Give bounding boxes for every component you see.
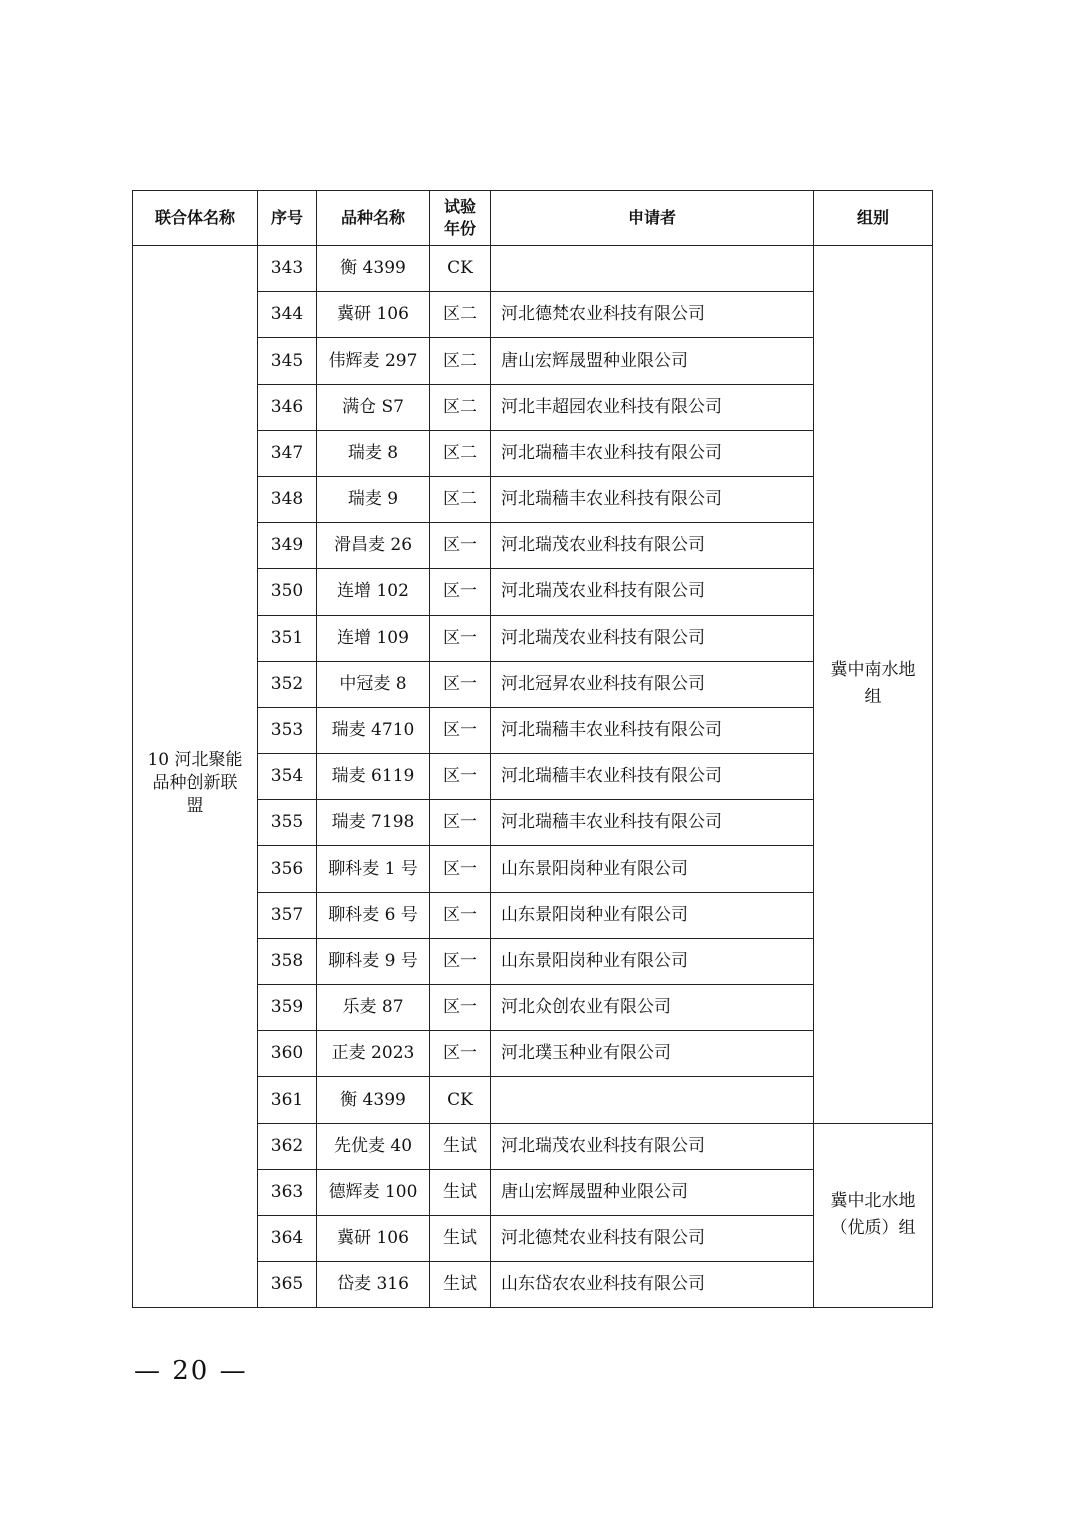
variety-cell: 瑞麦 8 (317, 430, 430, 476)
trial-year-cell: 区二 (430, 430, 491, 476)
trial-year-cell: 区一 (430, 1031, 491, 1077)
applicant-cell: 山东景阳岗种业有限公司 (491, 938, 814, 984)
no-cell: 352 (258, 661, 317, 707)
applicant-cell: 山东岱农农业科技有限公司 (491, 1262, 814, 1308)
applicant-cell: 河北德梵农业科技有限公司 (491, 1215, 814, 1261)
variety-cell: 瑞麦 7198 (317, 800, 430, 846)
variety-cell: 中冠麦 8 (317, 661, 430, 707)
applicant-cell: 河北瑞茂农业科技有限公司 (491, 523, 814, 569)
applicant-cell (491, 246, 814, 292)
no-cell: 360 (258, 1031, 317, 1077)
header-trial-year-line2: 年份 (443, 219, 476, 238)
no-cell: 344 (258, 292, 317, 338)
no-cell: 365 (258, 1262, 317, 1308)
applicant-cell: 河北瑞穑丰农业科技有限公司 (491, 754, 814, 800)
variety-cell: 聊科麦 1 号 (317, 846, 430, 892)
applicant-cell: 河北众创农业有限公司 (491, 985, 814, 1031)
no-cell: 359 (258, 985, 317, 1031)
applicant-cell: 河北瑞穑丰农业科技有限公司 (491, 800, 814, 846)
no-cell: 356 (258, 846, 317, 892)
page-number: — 20 — (134, 1356, 248, 1386)
no-cell: 361 (258, 1077, 317, 1123)
no-cell: 348 (258, 476, 317, 522)
no-cell: 364 (258, 1215, 317, 1261)
variety-cell: 滑昌麦 26 (317, 523, 430, 569)
no-cell: 346 (258, 384, 317, 430)
variety-cell: 冀研 106 (317, 292, 430, 338)
no-cell: 347 (258, 430, 317, 476)
trial-year-cell: CK (430, 246, 491, 292)
header-variety: 品种名称 (317, 191, 430, 246)
applicant-cell: 山东景阳岗种业有限公司 (491, 846, 814, 892)
no-cell: 343 (258, 246, 317, 292)
variety-cell: 正麦 2023 (317, 1031, 430, 1077)
applicant-cell: 河北璞玉种业有限公司 (491, 1031, 814, 1077)
trial-year-cell: 区二 (430, 384, 491, 430)
trial-year-cell: 区一 (430, 569, 491, 615)
header-trial-year-line1: 试验 (443, 197, 476, 217)
no-cell: 353 (258, 707, 317, 753)
variety-cell: 瑞麦 6119 (317, 754, 430, 800)
variety-cell: 聊科麦 6 号 (317, 892, 430, 938)
trial-year-cell: 区二 (430, 476, 491, 522)
variety-cell: 冀研 106 (317, 1215, 430, 1261)
alliance-name-cell: 10 河北聚能品种创新联盟 (133, 246, 258, 1308)
trial-year-cell: 区二 (430, 338, 491, 384)
variety-cell: 连增 102 (317, 569, 430, 615)
variety-cell: 衡 4399 (317, 1077, 430, 1123)
header-applicant: 申请者 (491, 191, 814, 246)
trial-year-cell: 生试 (430, 1262, 491, 1308)
group-cell: 冀中南水地组 (814, 246, 933, 1124)
applicant-cell: 河北德梵农业科技有限公司 (491, 292, 814, 338)
table-body (133, 246, 933, 1308)
applicant-cell: 唐山宏辉晟盟种业限公司 (491, 1169, 814, 1215)
trial-year-cell: 区一 (430, 615, 491, 661)
variety-cell: 岱麦 316 (317, 1262, 430, 1308)
trial-year-cell: 区一 (430, 938, 491, 984)
trial-year-cell: 区一 (430, 985, 491, 1031)
trial-year-cell: 区一 (430, 707, 491, 753)
header-group: 组别 (814, 191, 933, 246)
trial-year-cell: 区一 (430, 892, 491, 938)
no-cell: 354 (258, 754, 317, 800)
applicant-cell: 河北瑞穑丰农业科技有限公司 (491, 476, 814, 522)
applicant-cell: 唐山宏辉晟盟种业限公司 (491, 338, 814, 384)
variety-table (132, 190, 933, 1308)
applicant-cell: 河北瑞茂农业科技有限公司 (491, 569, 814, 615)
no-cell: 358 (258, 938, 317, 984)
table-header-row (133, 191, 933, 246)
header-alliance: 联合体名称 (133, 191, 258, 246)
applicant-cell: 河北瑞穑丰农业科技有限公司 (491, 430, 814, 476)
trial-year-cell: 区一 (430, 661, 491, 707)
no-cell: 350 (258, 569, 317, 615)
variety-cell: 伟辉麦 297 (317, 338, 430, 384)
no-cell: 357 (258, 892, 317, 938)
group-cell: 冀中北水地（优质）组 (814, 1123, 933, 1308)
no-cell: 362 (258, 1123, 317, 1169)
trial-year-cell: 区一 (430, 754, 491, 800)
trial-year-cell: 生试 (430, 1169, 491, 1215)
no-cell: 351 (258, 615, 317, 661)
applicant-cell: 河北瑞茂农业科技有限公司 (491, 1123, 814, 1169)
variety-cell: 乐麦 87 (317, 985, 430, 1031)
trial-year-cell: 生试 (430, 1215, 491, 1261)
variety-cell: 满仓 S7 (317, 384, 430, 430)
header-no: 序号 (258, 191, 317, 246)
variety-cell: 瑞麦 4710 (317, 707, 430, 753)
variety-cell: 衡 4399 (317, 246, 430, 292)
trial-year-cell: CK (430, 1077, 491, 1123)
trial-year-cell: 区一 (430, 846, 491, 892)
table-row (133, 246, 933, 292)
applicant-cell: 河北瑞茂农业科技有限公司 (491, 615, 814, 661)
trial-year-cell: 区二 (430, 292, 491, 338)
no-cell: 363 (258, 1169, 317, 1215)
trial-year-cell: 区一 (430, 523, 491, 569)
applicant-cell: 河北瑞穑丰农业科技有限公司 (491, 707, 814, 753)
trial-year-cell: 生试 (430, 1123, 491, 1169)
applicant-cell: 河北丰超园农业科技有限公司 (491, 384, 814, 430)
applicant-cell (491, 1077, 814, 1123)
variety-cell: 瑞麦 9 (317, 476, 430, 522)
no-cell: 349 (258, 523, 317, 569)
variety-cell: 德辉麦 100 (317, 1169, 430, 1215)
variety-cell: 连增 109 (317, 615, 430, 661)
variety-cell: 先优麦 40 (317, 1123, 430, 1169)
variety-cell: 聊科麦 9 号 (317, 938, 430, 984)
no-cell: 345 (258, 338, 317, 384)
applicant-cell: 河北冠昇农业科技有限公司 (491, 661, 814, 707)
no-cell: 355 (258, 800, 317, 846)
applicant-cell: 山东景阳岗种业有限公司 (491, 892, 814, 938)
trial-year-cell: 区一 (430, 800, 491, 846)
header-trial-year (430, 191, 491, 246)
